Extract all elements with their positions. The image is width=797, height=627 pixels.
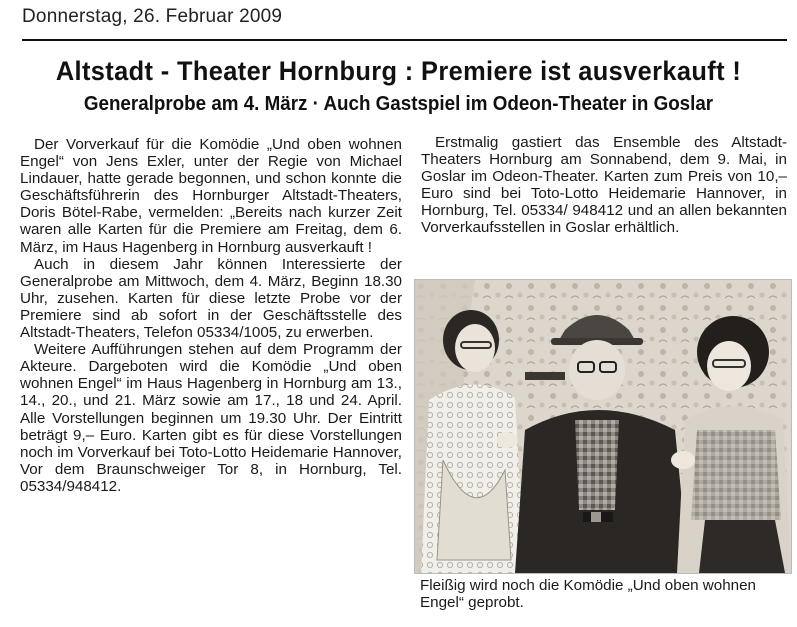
article-column-left xyxy=(20,136,402,495)
rehearsal-photo-illustration xyxy=(415,280,791,573)
paragraph-goslar-guest-show: Erstmalig gastiert das Ensemble des Altstadt-Theaters Hornburg am Sonnabend, dem 9. Mai, in Goslar im Odeon-Theater. Karten zum Preis von 10,– Euro sind bei Toto-Lotto Heidemarie Hannover, in Hornburg, Tel. 05334/ 948412 und an allen bekannten Vorverkaufsstellen in Goslar erhältlich. xyxy=(421,134,787,237)
article-headline: Altstadt - Theater Hornburg : Premiere ist ausverkauft ! xyxy=(55,56,742,86)
photo-caption: Fleißig wird noch die Komödie „Und oben wohnen Engel“ geprobt. xyxy=(420,577,757,612)
article-subheadline: Generalprobe am 4. März · Auch Gastspiel im Odeon-Theater in Goslar xyxy=(83,93,714,115)
rehearsal-photo xyxy=(414,279,792,574)
paragraph-further-performances: Weitere Aufführungen stehen auf dem Programm der Akteure. Dargeboten wird die Komödie „Und oben wohnen Engel“ im Haus Hagenberg in Hornburg am 13., 14., 20., und 21. März sowie am 17., 18 und 24. April. Alle Vorstellungen beginnen um 19.30 Uhr. Der Eintritt beträgt 9,– Euro. Karten gibt es für diese Vorstellungen noch im Vorverkauf bei Toto-Lotto Heidemarie Hannover, Vor dem Braunschweiger Tor 8, in Hornburg, Tel. 05334/948412. xyxy=(20,341,402,495)
header-rule xyxy=(22,39,787,41)
paragraph-dress-rehearsal: Auch in diesem Jahr können Interessierte der Generalprobe am Mittwoch, dem 4. März, Beginn 18.30 Uhr, zusehen. Karten für diese letzte Probe vor der Premiere sind ab sofort in der Geschäftsstelle des Altstadt-Theaters, Telefon 05334/1005, zu erwerben. xyxy=(20,255,402,342)
newspaper-date: Donnerstag, 26. Februar 2009 xyxy=(22,6,283,27)
paragraph-presale: Der Vorverkauf für die Komödie „Und oben wohnen Engel“ von Jens Exler, unter der Regie von Michael Lindauer, hatte gerade begonnen, und schon konnte die Geschäftsführerin des Hornburger Altstadt-Theaters, Doris Bötel-Rabe, vermelden: „Bereits nach kurzer Zeit waren alle Karten für die Premiere am Freitag, dem 6. März, im Haus Hagenberg in Hornburg ausverkauft ! xyxy=(20,136,402,256)
article-column-right xyxy=(421,134,787,237)
